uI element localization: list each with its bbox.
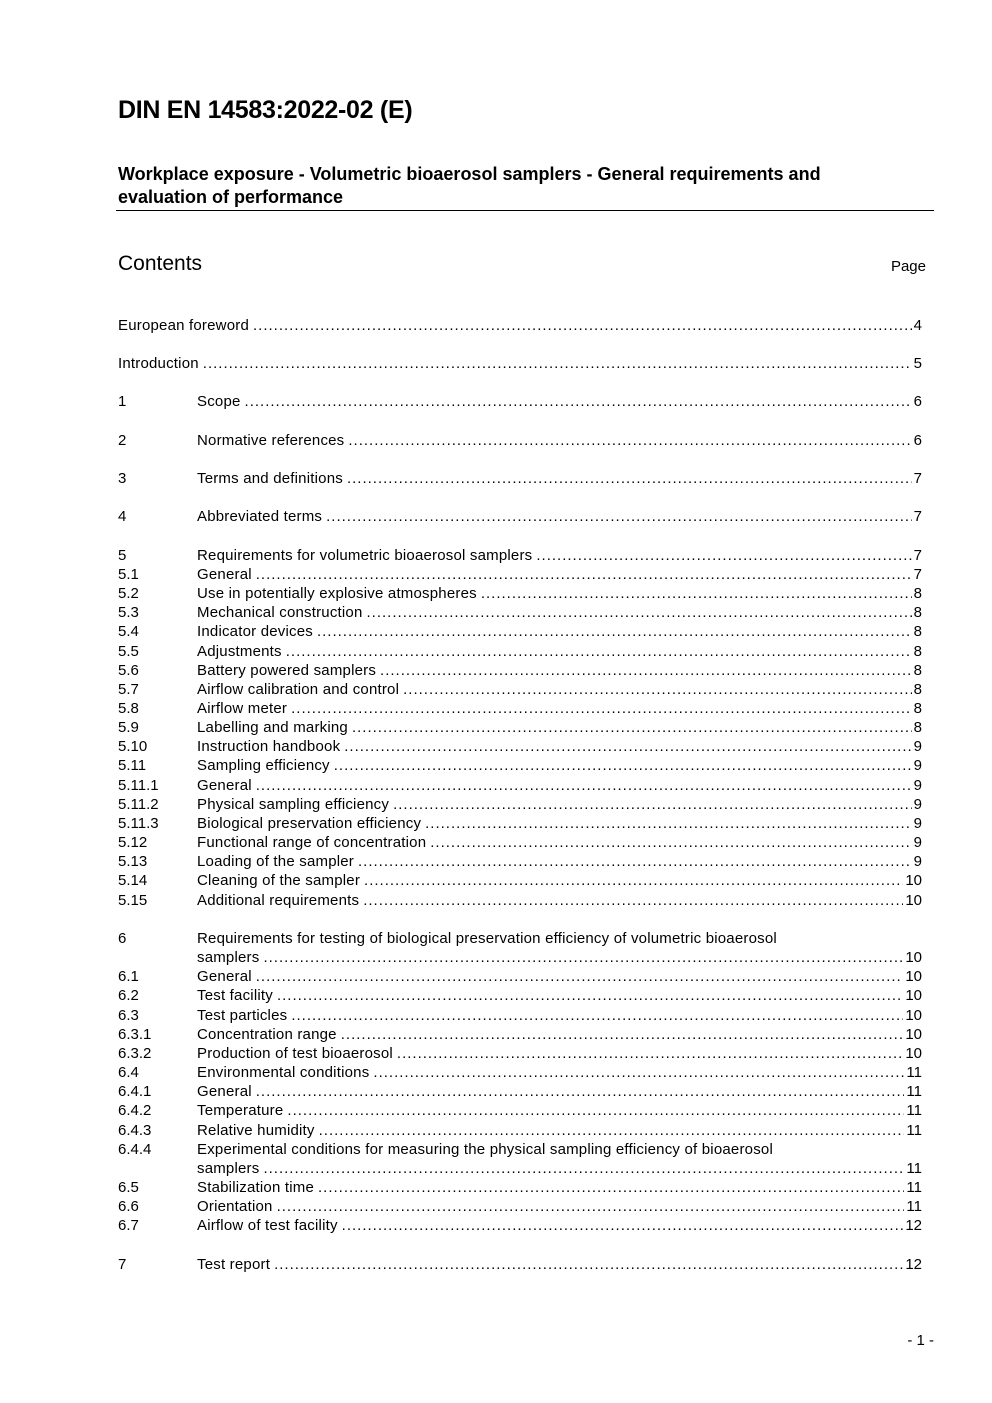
toc-entry-page: 7 (913, 508, 922, 525)
toc-entry-number: 5.2 (118, 585, 139, 602)
toc-dot-leader (286, 642, 912, 661)
toc-entry-body (197, 852, 922, 871)
toc-entry[interactable] (118, 584, 922, 603)
toc-entry[interactable] (118, 852, 922, 871)
toc-entry-page: 10 (905, 872, 922, 889)
toc-entry-title: Abbreviated terms (197, 508, 323, 525)
toc-entry-body (197, 469, 922, 488)
toc-entry-number: 6.4.2 (118, 1102, 152, 1119)
toc-entry-number: 5.1 (118, 566, 139, 583)
toc-entry[interactable] (118, 316, 922, 335)
toc-dot-leader (291, 699, 912, 718)
toc-entry[interactable] (118, 1101, 922, 1120)
toc-dot-leader (203, 354, 912, 373)
toc-entry-number: 6.1 (118, 968, 139, 985)
toc-entry-title-line1: Experimental conditions for measuring the physical sampling efficiency of bioaerosol (197, 1141, 773, 1158)
toc-entry[interactable] (118, 1140, 922, 1159)
toc-entry-title: Test facility (197, 987, 273, 1004)
toc-entry-title: General (197, 777, 252, 794)
toc-entry-body (197, 1255, 922, 1274)
toc-entry-title: Adjustments (197, 643, 282, 660)
toc-entry-body (197, 584, 922, 603)
toc-entry-body (197, 699, 922, 718)
toc-dot-leader (334, 756, 912, 775)
toc-entry-body (118, 316, 922, 335)
toc-entry-continuation[interactable] (118, 948, 922, 967)
toc-dot-leader (481, 584, 912, 603)
toc-entry[interactable] (118, 642, 922, 661)
toc-entry[interactable] (118, 1025, 922, 1044)
toc-entry[interactable] (118, 871, 922, 890)
toc-dot-leader (318, 1178, 904, 1197)
document-title: Workplace exposure - Volumetric bioaerosol samplers - General requirements and evaluation of performance (118, 164, 821, 207)
toc-dot-leader (256, 1082, 905, 1101)
toc-entry[interactable] (118, 622, 922, 641)
toc-dot-leader (341, 1025, 904, 1044)
toc-entry-body (197, 1121, 922, 1140)
toc-dot-leader (274, 1255, 903, 1274)
toc-entry-body (197, 1082, 922, 1101)
toc-entry-page: 7 (913, 470, 922, 487)
toc-entry[interactable] (118, 565, 922, 584)
toc-entry-number: 5.15 (118, 892, 148, 909)
toc-entry-page: 7 (913, 547, 922, 564)
toc-entry-page: 10 (905, 1007, 922, 1024)
toc-entry-number: 6.4.4 (118, 1141, 152, 1158)
toc-entry[interactable] (118, 718, 922, 737)
toc-entry-number: 3 (118, 470, 127, 487)
toc-entry-page: 8 (913, 662, 922, 679)
toc-entry-page: 10 (905, 968, 922, 985)
toc-entry-title: General (197, 1083, 252, 1100)
toc-entry-number: 7 (118, 1256, 127, 1273)
toc-entry-body (197, 1216, 922, 1235)
toc-entry-number: 6.3.2 (118, 1045, 152, 1062)
toc-entry-number: 5.14 (118, 872, 148, 889)
table-of-contents (118, 0, 922, 1403)
toc-entry-number: 1 (118, 393, 127, 410)
toc-entry-page: 6 (913, 393, 922, 410)
toc-entry-title: Functional range of concentration (197, 834, 427, 851)
toc-entry-page: 7 (913, 566, 922, 583)
toc-entry-page: 8 (913, 623, 922, 640)
toc-entry-page: 5 (913, 355, 922, 372)
toc-entry-body (197, 1101, 922, 1120)
toc-entry-continuation[interactable] (118, 1159, 922, 1178)
toc-entry-page: 8 (913, 604, 922, 621)
toc-dot-leader (277, 1197, 905, 1216)
toc-entry-title: samplers (197, 1160, 260, 1177)
toc-entry-title: Labelling and marking (197, 719, 348, 736)
toc-entry-title: Environmental conditions (197, 1064, 370, 1081)
toc-entry-body (197, 661, 922, 680)
toc-entry-number: 5.11 (118, 757, 147, 774)
toc-entry-body (197, 622, 922, 641)
toc-entry-body (197, 1006, 922, 1025)
document-id: DIN EN 14583:2022-02 (E) (118, 96, 413, 124)
toc-entry[interactable] (118, 1044, 922, 1063)
toc-entry-page: 10 (905, 949, 922, 966)
toc-entry[interactable] (118, 661, 922, 680)
toc-entry[interactable] (118, 1082, 922, 1101)
toc-entry-body (197, 1178, 922, 1197)
toc-dot-leader (287, 1101, 904, 1120)
toc-entry-body (197, 737, 922, 756)
toc-entry-number: 6.3 (118, 1007, 139, 1024)
toc-entry-title: Terms and definitions (197, 470, 343, 487)
toc-dot-leader (430, 833, 911, 852)
toc-dot-leader (425, 814, 912, 833)
toc-entry-title: Requirements for volumetric bioaerosol samplers (197, 547, 533, 564)
toc-entry-page: 11 (906, 1179, 922, 1196)
toc-entry-number: 5.13 (118, 853, 148, 870)
toc-entry-body (197, 756, 922, 775)
toc-entry[interactable] (118, 929, 922, 948)
toc-dot-leader (393, 795, 912, 814)
toc-entry-page: 11 (906, 1198, 922, 1215)
toc-entry[interactable] (118, 1006, 922, 1025)
toc-entry-title: Production of test bioaerosol (197, 1045, 393, 1062)
toc-entry-number: 5.11.3 (118, 815, 159, 832)
toc-entry-title: Test particles (197, 1007, 288, 1024)
toc-entry-title: Introduction (118, 355, 199, 372)
toc-entry-page: 9 (913, 815, 922, 832)
toc-entry-page: 8 (913, 681, 922, 698)
toc-entry-body (197, 431, 922, 450)
toc-entry[interactable] (118, 1121, 922, 1140)
toc-entry-page: 4 (913, 317, 922, 334)
toc-entry-page: 9 (913, 777, 922, 794)
toc-entry-body (197, 392, 922, 411)
toc-dot-leader (263, 1159, 904, 1178)
toc-entry-page: 8 (913, 700, 922, 717)
toc-entry-page: 9 (913, 834, 922, 851)
toc-dot-leader (245, 392, 912, 411)
toc-entry[interactable] (118, 354, 922, 373)
toc-dot-leader (348, 431, 911, 450)
toc-dot-leader (253, 316, 912, 335)
toc-entry[interactable] (118, 680, 922, 699)
toc-entry-title: Test report (197, 1256, 271, 1273)
toc-entry-page: 12 (905, 1256, 922, 1273)
toc-entry-title: Airflow calibration and control (197, 681, 400, 698)
toc-entry-title: Orientation (197, 1198, 273, 1215)
toc-entry[interactable] (118, 833, 922, 852)
toc-dot-leader (319, 1121, 905, 1140)
toc-entry-page: 10 (905, 987, 922, 1004)
toc-dot-leader (403, 680, 912, 699)
toc-entry-title: Indicator devices (197, 623, 313, 640)
toc-entry[interactable] (118, 776, 922, 795)
toc-dot-leader (263, 948, 903, 967)
toc-entry-page: 9 (913, 853, 922, 870)
toc-entry-title: Biological preservation efficiency (197, 815, 422, 832)
toc-entry-number: 6.3.1 (118, 1026, 152, 1043)
toc-entry-number: 5.5 (118, 643, 139, 660)
toc-entry-title: General (197, 968, 252, 985)
toc-entry[interactable] (118, 699, 922, 718)
toc-entry-body (197, 1159, 922, 1178)
toc-entry-number: 6.4 (118, 1064, 139, 1081)
toc-entry-page: 11 (906, 1064, 922, 1081)
toc-entry-body (197, 967, 922, 986)
toc-entry-title: Use in potentially explosive atmospheres (197, 585, 477, 602)
contents-heading: Contents (118, 252, 203, 275)
toc-entry-number: 5.4 (118, 623, 139, 640)
page-number: - 1 - (907, 1332, 934, 1349)
toc-entry-page: 10 (905, 892, 922, 909)
toc-entry-page: 8 (913, 719, 922, 736)
toc-entry-body (197, 776, 922, 795)
toc-entry-title: Airflow of test facility (197, 1217, 338, 1234)
toc-entry-body (197, 1197, 922, 1216)
toc-entry-page: 12 (905, 1217, 922, 1234)
toc-entry[interactable] (118, 1178, 922, 1197)
toc-entry-body (197, 1063, 922, 1082)
toc-dot-leader (364, 871, 903, 890)
toc-dot-leader (291, 1006, 903, 1025)
toc-dot-leader (256, 776, 912, 795)
toc-dot-leader (317, 622, 912, 641)
toc-dot-leader (380, 661, 912, 680)
toc-entry-title: European foreword (118, 317, 249, 334)
toc-entry-title: Sampling efficiency (197, 757, 330, 774)
toc-dot-leader (358, 852, 912, 871)
toc-entry-title-line1: Requirements for testing of biological preservation efficiency of volumetric bioaerosol (197, 930, 777, 947)
toc-entry-page: 6 (913, 432, 922, 449)
toc-entry-body (118, 354, 922, 373)
toc-entry-number: 6.2 (118, 987, 139, 1004)
toc-entry[interactable] (118, 795, 922, 814)
toc-entry-title: Physical sampling efficiency (197, 796, 390, 813)
toc-entry[interactable] (118, 1216, 922, 1235)
toc-entry-body (197, 507, 922, 526)
toc-entry-body (197, 1025, 922, 1044)
toc-entry-body (197, 680, 922, 699)
toc-entry[interactable] (118, 507, 922, 526)
toc-entry-body (197, 718, 922, 737)
toc-entry-title: Temperature (197, 1102, 284, 1119)
toc-entry-title: Mechanical construction (197, 604, 363, 621)
toc-entry-title: Relative humidity (197, 1122, 315, 1139)
toc-dot-leader (363, 891, 903, 910)
toc-entry-title: Normative references (197, 432, 345, 449)
toc-entry[interactable] (118, 546, 922, 565)
toc-entry[interactable] (118, 1063, 922, 1082)
toc-entry-title: Airflow meter (197, 700, 288, 717)
toc-entry-number: 2 (118, 432, 127, 449)
toc-entry[interactable] (118, 431, 922, 450)
toc-entry-page: 10 (905, 1026, 922, 1043)
toc-entry-title: Additional requirements (197, 892, 360, 909)
toc-dot-leader (256, 565, 912, 584)
toc-entry-number: 5.3 (118, 604, 139, 621)
toc-entry[interactable] (118, 756, 922, 775)
toc-entry-number: 6 (118, 930, 127, 947)
toc-entry-number: 6.5 (118, 1179, 139, 1196)
toc-entry-number: 5.11.1 (118, 777, 159, 794)
toc-entry[interactable] (118, 603, 922, 622)
toc-entry-title: General (197, 566, 252, 583)
toc-entry-number: 6.4.1 (118, 1083, 152, 1100)
toc-dot-leader (326, 507, 912, 526)
toc-entry-body (197, 814, 922, 833)
toc-entry-number: 5.8 (118, 700, 139, 717)
toc-dot-leader (373, 1063, 904, 1082)
toc-entry[interactable] (118, 469, 922, 488)
toc-entry-page: 11 (906, 1122, 922, 1139)
toc-entry[interactable] (118, 986, 922, 1005)
toc-entry[interactable] (118, 967, 922, 986)
toc-entry-title: Cleaning of the sampler (197, 872, 361, 889)
toc-dot-leader (256, 967, 904, 986)
toc-entry-number: 5.6 (118, 662, 139, 679)
toc-entry-number: 6.4.3 (118, 1122, 152, 1139)
toc-entry[interactable] (118, 737, 922, 756)
toc-entry-body (197, 948, 922, 967)
toc-entry-title: Loading of the sampler (197, 853, 355, 870)
toc-entry-page: 9 (913, 796, 922, 813)
toc-entry-body (197, 795, 922, 814)
toc-entry-body (197, 833, 922, 852)
toc-entry[interactable] (118, 1255, 922, 1274)
toc-entry-title: Concentration range (197, 1026, 337, 1043)
toc-entry-page: 8 (913, 585, 922, 602)
toc-entry-page: 8 (913, 643, 922, 660)
toc-entry[interactable] (118, 891, 922, 910)
toc-dot-leader (342, 1216, 904, 1235)
toc-entry[interactable] (118, 392, 922, 411)
toc-entry-number: 5.9 (118, 719, 139, 736)
toc-entry-number: 6.7 (118, 1217, 139, 1234)
toc-entry-body (197, 603, 922, 622)
toc-entry-title: Instruction handbook (197, 738, 341, 755)
toc-entry-body (197, 871, 922, 890)
toc-dot-leader (367, 603, 912, 622)
page-column-label: Page (890, 258, 926, 275)
toc-entry-number: 5.10 (118, 738, 148, 755)
toc-entry[interactable] (118, 1197, 922, 1216)
toc-entry-body (197, 1044, 922, 1063)
toc-entry-title: Scope (197, 393, 241, 410)
toc-entry[interactable] (118, 814, 922, 833)
toc-entry-number: 5 (118, 547, 127, 564)
toc-dot-leader (536, 546, 911, 565)
toc-entry-page: 11 (906, 1102, 922, 1119)
toc-entry-page: 9 (913, 757, 922, 774)
toc-entry-page: 11 (906, 1083, 922, 1100)
toc-dot-leader (344, 737, 911, 756)
toc-dot-leader (347, 469, 912, 488)
toc-entry-title: Battery powered samplers (197, 662, 377, 679)
toc-entry-number: 5.7 (118, 681, 139, 698)
toc-dot-leader (277, 986, 903, 1005)
toc-entry-body (197, 642, 922, 661)
toc-entry-number: 6.6 (118, 1198, 139, 1215)
toc-entry-number: 4 (118, 508, 127, 525)
toc-entry-title: Stabilization time (197, 1179, 314, 1196)
toc-entry-page: 9 (913, 738, 922, 755)
toc-entry-body (197, 891, 922, 910)
toc-entry-title: samplers (197, 949, 260, 966)
toc-entry-number: 5.12 (118, 834, 148, 851)
toc-entry-body (197, 565, 922, 584)
toc-entry-body (197, 546, 922, 565)
toc-entry-body (197, 986, 922, 1005)
toc-entry-page: 10 (905, 1045, 922, 1062)
toc-entry-number: 5.11.2 (118, 796, 159, 813)
toc-dot-leader (397, 1044, 903, 1063)
toc-entry-page: 11 (906, 1160, 922, 1177)
toc-dot-leader (352, 718, 912, 737)
